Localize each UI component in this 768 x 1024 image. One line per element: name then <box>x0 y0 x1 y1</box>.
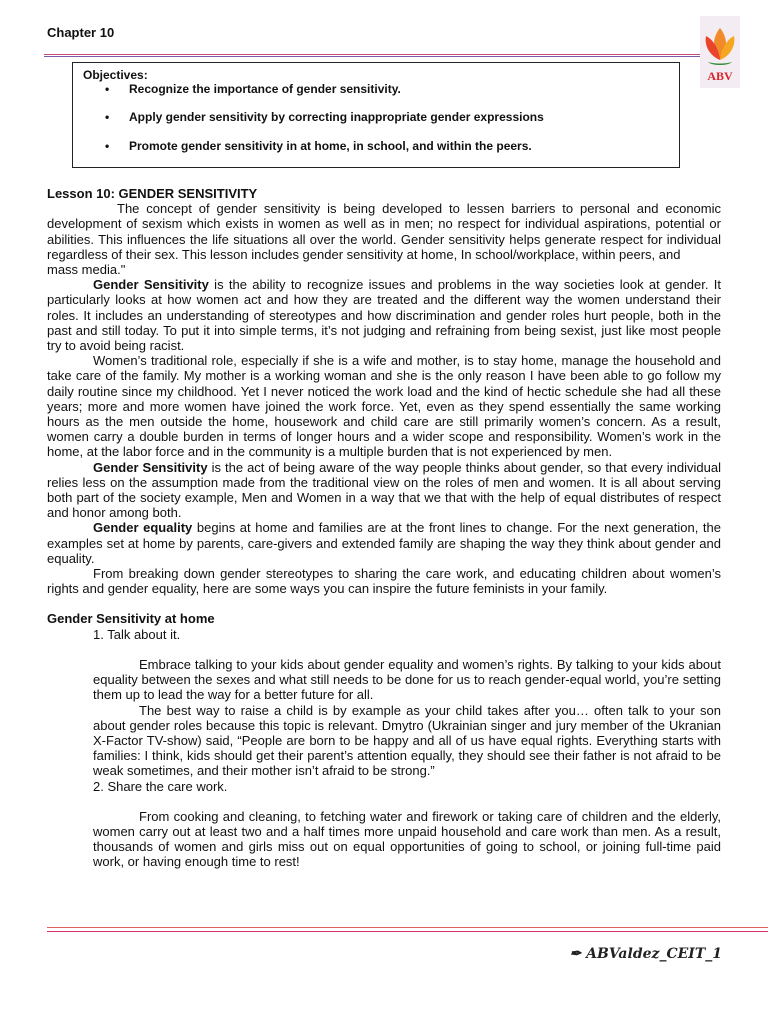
header-divider-secondary <box>44 56 700 57</box>
objective-text: Recognize the importance of gender sensitivity. <box>129 82 401 96</box>
objective-item <box>105 139 532 153</box>
paragraph-gender-equality <box>47 520 721 566</box>
footer-divider-secondary <box>47 931 768 932</box>
objective-text: Apply gender sensitivity by correcting inappropriate gender expressions <box>129 110 544 124</box>
lesson-intro: The concept of gender sensitivity is being developed to lessen barriers to personal and economic development of sexism which exists in women as well as in men; no respect for individual aspirations, potential or abilities. This influences the life situations all over the world. Gender sensitivity helps generate respect for individual regardless of their sex. This lesson includes gender sensitivity at home, In school/workplace, within peers, and <box>47 201 721 262</box>
header-divider <box>44 54 700 55</box>
lesson-content <box>47 186 721 870</box>
paragraph-text: is the ability to recognize issues and problems in the way societies look at gender. It particularly looks at how women act and how they are treated and the different way the women understand their roles. It includes an understanding of stereotypes and how discrimination and gender roles hurt people, both in the past and still today. To put it into simple terms, it’s not judging and refraining from being sexist, just like most people try to avoid being racist. <box>47 277 721 354</box>
logo-text: ABV <box>707 69 733 83</box>
paragraph-text: is the act of being aware of the way people thinks about gender, so that every individual relies less on the assumption made from the traditional view on the roles of men and women. It is all about serving both part of the society example, Men and Women in a way that we that with the help of equal distributes of respect and honor among both. <box>47 459 721 521</box>
bullet-icon: • <box>105 82 110 96</box>
paragraph-gender-sensitivity-awareness <box>47 460 721 521</box>
item-paragraph: Embrace talking to your kids about gender equality and women’s rights. By talking to your kids about equality between the sexes and what still needs to be done for us to reach gender-equal world, you’re setting them up to lead the way for a better future for all. <box>93 656 721 703</box>
paragraph-breaking-stereotypes: From breaking down gender stereotypes to sharing the care work, and educating children about women’s rights and gender equality, here are some ways you can inspire the future feminists in your family. <box>47 566 721 597</box>
objective-item <box>105 82 401 96</box>
chapter-label: Chapter 10 <box>47 25 115 40</box>
bullet-icon: • <box>105 110 110 124</box>
abv-logo <box>700 16 740 88</box>
bullet-icon: • <box>105 139 110 153</box>
objective-item <box>105 110 544 124</box>
term: Gender Sensitivity <box>93 459 208 475</box>
footer-divider <box>47 927 768 928</box>
paragraph-gender-sensitivity-definition <box>47 277 721 353</box>
objectives-title: Objectives: <box>83 68 148 82</box>
pen-icon: ✒ <box>569 946 587 962</box>
item-paragraph: The best way to raise a child is by example as your child takes after you… often talk to your son about gender roles because this topic is relevant. Dmytro (Ukrainian singer and jury member of the Ukranian X-Factor TV-show) said, “People are born to be happy and all of us have equal rights. Everything starts with families: I think, kids should get their parent’s attention equally, they should see their father is not afraid to be weak sometimes, and their mother isn’t afraid to be strong.” <box>93 702 721 779</box>
item-title: 2. Share the care work. <box>93 778 228 794</box>
term: Gender Sensitivity <box>93 277 209 293</box>
item-title: 1. Talk about it. <box>93 626 181 642</box>
lotus-icon <box>700 20 740 70</box>
objective-text: Promote gender sensitivity in at home, in school, and within the peers. <box>129 139 532 153</box>
paragraph-traditional-role: Women’s traditional role, especially if she is a wife and mother, is to stay home, manage the household and take care of the family. My mother is a working woman and she is the only reason I have been able to go follow my daily routine since my childhood. Yet I never noticed the work load and the kind of hectic schedule she had all these years; more and more women have joined the work force. Yet, even as they spend essentially the same working hours as the men outside the home, housework and child care are still primarily women’s concern. As a result, women carry a double burden in terms of longer hours and a wider scope and responsibility. Women’s work in the home, at the labor force and in the community is a multiple burden that is not experienced by men. <box>47 353 721 460</box>
author-signature: ✒ ABValdez_CEIT_1 <box>569 946 722 962</box>
paragraph-text: begins at home and families are at the front lines to change. For the next generation, the examples set at home by parents, care-givers and extended family are shaping the way they think about gender and equality. <box>47 520 722 566</box>
item-paragraph: From cooking and cleaning, to fetching water and firework or taking care of children and the elderly, women carry out at least two and a half times more unpaid household and care work than men. As a result, thousands of women and girls miss out on equal opportunities of going to school, or joining full-time paid work, or having enough time to rest! <box>93 808 721 870</box>
objectives-box <box>72 62 680 168</box>
term: Gender equality <box>93 520 193 536</box>
lesson-title: Lesson 10: GENDER SENSITIVITY <box>47 186 258 201</box>
section-title: Gender Sensitivity at home <box>47 611 215 627</box>
lesson-intro-end: mass media." <box>47 262 126 278</box>
